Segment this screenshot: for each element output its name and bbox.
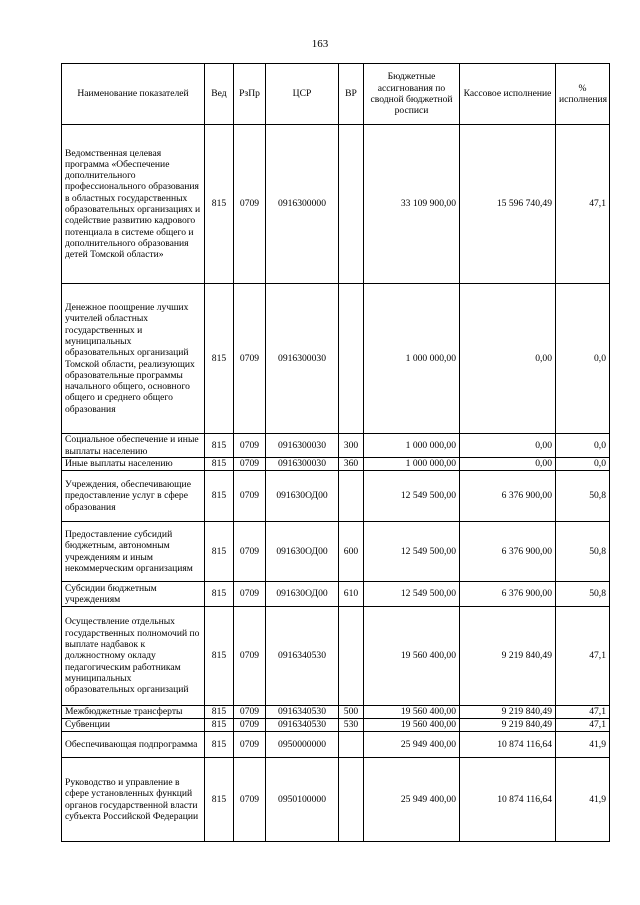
row-ved: 815 [205, 582, 234, 607]
row-cash: 10 874 116,64 [460, 758, 556, 842]
row-percent: 0,0 [556, 458, 610, 471]
row-csr: 091630ОД00 [266, 471, 339, 522]
row-vr: 300 [339, 434, 364, 458]
row-cash: 6 376 900,00 [460, 522, 556, 582]
row-csr: 0916340530 [266, 607, 339, 706]
row-budget: 19 560 400,00 [364, 607, 460, 706]
row-vr [339, 607, 364, 706]
header-name: Наименование показателей [62, 64, 205, 125]
row-vr [339, 125, 364, 284]
row-csr: 0916340530 [266, 719, 339, 732]
row-ved: 815 [205, 607, 234, 706]
row-budget: 12 549 500,00 [364, 471, 460, 522]
row-name: Субвенции [62, 719, 205, 732]
budget-execution-table [61, 63, 610, 842]
row-percent: 50,8 [556, 582, 610, 607]
row-rzpr: 0709 [234, 522, 266, 582]
table-header-row [62, 64, 610, 125]
row-vr [339, 284, 364, 434]
row-ved: 815 [205, 284, 234, 434]
row-percent: 47,1 [556, 706, 610, 719]
row-cash: 6 376 900,00 [460, 471, 556, 522]
row-csr: 091630ОД00 [266, 522, 339, 582]
row-cash: 9 219 840,49 [460, 607, 556, 706]
header-vr: ВР [339, 64, 364, 125]
row-rzpr: 0709 [234, 758, 266, 842]
row-budget: 25 949 400,00 [364, 758, 460, 842]
row-vr [339, 758, 364, 842]
row-ved: 815 [205, 471, 234, 522]
header-rzpr: РзПр [234, 64, 266, 125]
table-row [62, 758, 610, 842]
row-percent: 50,8 [556, 522, 610, 582]
row-rzpr: 0709 [234, 732, 266, 758]
row-rzpr: 0709 [234, 471, 266, 522]
row-percent: 41,9 [556, 732, 610, 758]
row-name: Субсидии бюджетным учреждениям [62, 582, 205, 607]
row-cash: 0,00 [460, 434, 556, 458]
page-number: 163 [311, 38, 329, 50]
row-csr: 0950100000 [266, 758, 339, 842]
table-row [62, 719, 610, 732]
row-name: Социальное обеспечение и иные выплаты населению [62, 434, 205, 458]
row-percent: 50,8 [556, 471, 610, 522]
row-name: Осуществление отдельных государственных полномочий по выплате надбавок к должностному окладу педагогическим работникам муниципальных образовательных организаций [62, 607, 205, 706]
table-row [62, 706, 610, 719]
header-budget: Бюджетные ассигнования по сводной бюджетной росписи [364, 64, 460, 125]
row-percent: 0,0 [556, 434, 610, 458]
row-name: Межбюджетные трансферты [62, 706, 205, 719]
row-csr: 0916300030 [266, 458, 339, 471]
row-cash: 6 376 900,00 [460, 582, 556, 607]
row-rzpr: 0709 [234, 607, 266, 706]
row-rzpr: 0709 [234, 284, 266, 434]
row-ved: 815 [205, 434, 234, 458]
row-ved: 815 [205, 758, 234, 842]
table-row [62, 284, 610, 434]
row-cash: 0,00 [460, 284, 556, 434]
table-row [62, 458, 610, 471]
row-csr: 0916300030 [266, 434, 339, 458]
row-rzpr: 0709 [234, 125, 266, 284]
row-percent: 47,1 [556, 125, 610, 284]
row-percent: 41,9 [556, 758, 610, 842]
row-csr: 0916300000 [266, 125, 339, 284]
header-cash: Кассовое исполнение [460, 64, 556, 125]
table-row [62, 471, 610, 522]
table-row [62, 732, 610, 758]
row-vr: 530 [339, 719, 364, 732]
row-ved: 815 [205, 706, 234, 719]
row-ved: 815 [205, 458, 234, 471]
row-csr: 091630ОД00 [266, 582, 339, 607]
row-vr [339, 471, 364, 522]
row-name: Ведомственная целевая программа «Обеспечение дополнительного профессионального образования в областных государственных образовательных организациях и содействие развитию кадрового потенциала в системе общего и дополнительного образования детей Томской области» [62, 125, 205, 284]
row-percent: 0,0 [556, 284, 610, 434]
row-percent: 47,1 [556, 719, 610, 732]
row-name: Учреждения, обеспечивающие предоставление услуг в сфере образования [62, 471, 205, 522]
row-budget: 12 549 500,00 [364, 522, 460, 582]
row-budget: 1 000 000,00 [364, 458, 460, 471]
row-vr: 610 [339, 582, 364, 607]
table-row [62, 434, 610, 458]
row-name: Денежное поощрение лучших учителей областных государственных и муниципальных образовательных организаций Томской области, реализующих образовательные программы начального общего, основного общего и среднего общего образования [62, 284, 205, 434]
row-vr [339, 732, 364, 758]
row-ved: 815 [205, 732, 234, 758]
header-ved: Вед [205, 64, 234, 125]
row-vr: 360 [339, 458, 364, 471]
row-budget: 33 109 900,00 [364, 125, 460, 284]
row-csr: 0916340530 [266, 706, 339, 719]
row-budget: 1 000 000,00 [364, 284, 460, 434]
table-row [62, 125, 610, 284]
row-budget: 19 560 400,00 [364, 719, 460, 732]
row-cash: 0,00 [460, 458, 556, 471]
table-row [62, 607, 610, 706]
row-ved: 815 [205, 719, 234, 732]
header-csr: ЦСР [266, 64, 339, 125]
row-rzpr: 0709 [234, 706, 266, 719]
row-rzpr: 0709 [234, 458, 266, 471]
row-rzpr: 0709 [234, 719, 266, 732]
table-row [62, 582, 610, 607]
row-percent: 47,1 [556, 607, 610, 706]
row-name: Руководство и управление в сфере установленных функций органов государственной власти субъекта Российской Федерации [62, 758, 205, 842]
row-vr: 600 [339, 522, 364, 582]
row-name: Предоставление субсидий бюджетным, автономным учреждениям и иным некоммерческим организациям [62, 522, 205, 582]
row-ved: 815 [205, 125, 234, 284]
row-cash: 9 219 840,49 [460, 706, 556, 719]
row-name: Иные выплаты населению [62, 458, 205, 471]
header-percent: % исполнения [556, 64, 610, 125]
row-ved: 815 [205, 522, 234, 582]
row-rzpr: 0709 [234, 434, 266, 458]
row-cash: 9 219 840,49 [460, 719, 556, 732]
row-cash: 10 874 116,64 [460, 732, 556, 758]
row-vr: 500 [339, 706, 364, 719]
row-cash: 15 596 740,49 [460, 125, 556, 284]
row-budget: 25 949 400,00 [364, 732, 460, 758]
row-budget: 1 000 000,00 [364, 434, 460, 458]
row-csr: 0916300030 [266, 284, 339, 434]
table-row [62, 522, 610, 582]
row-rzpr: 0709 [234, 582, 266, 607]
row-budget: 19 560 400,00 [364, 706, 460, 719]
row-name: Обеспечивающая подпрограмма [62, 732, 205, 758]
row-budget: 12 549 500,00 [364, 582, 460, 607]
row-csr: 0950000000 [266, 732, 339, 758]
